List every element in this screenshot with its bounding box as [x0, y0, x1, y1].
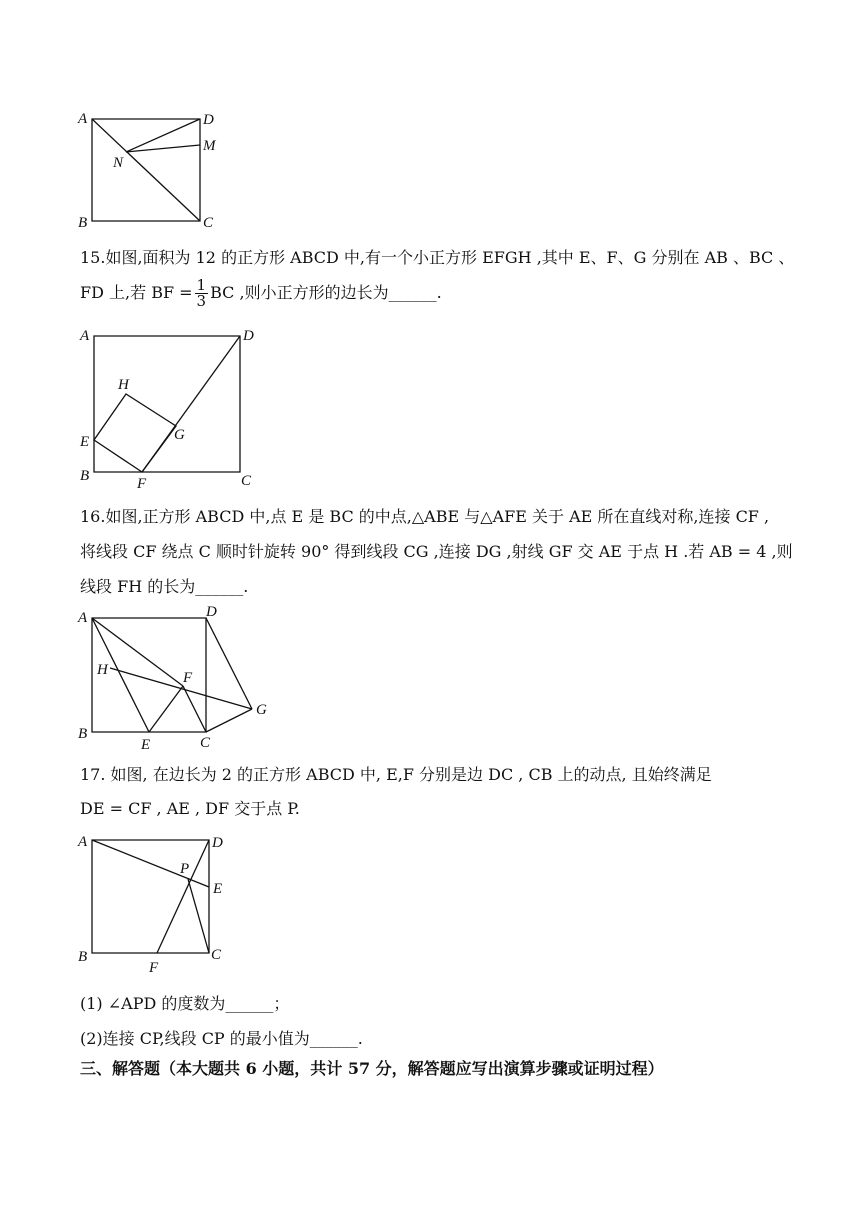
label-G: G	[174, 427, 185, 443]
label-D: D	[243, 328, 254, 344]
label-E: E	[141, 737, 151, 753]
label-G: G	[256, 702, 267, 718]
label-E: E	[213, 881, 223, 897]
q17-sub2: (2)连接 CP,线段 CP 的最小值为______.	[80, 1029, 363, 1048]
q17-line1: 17. 如图, 在边长为 2 的正方形 ABCD 中, E,F 分别是边 DC , CB 上的动点, 且始终满足	[80, 765, 712, 784]
label-A: A	[78, 610, 88, 626]
fraction-one-third	[195, 278, 209, 309]
q15-line1: 15.如图,面积为 12 的正方形 ABCD 中,有一个小正方形 EFGH ,其中 E、F、G 分别在 AB 、BC 、	[80, 248, 795, 267]
label-F: F	[183, 670, 193, 686]
q15-line2-post: BC ,则小正方形的边长为______.	[210, 283, 442, 302]
label-A: A	[78, 111, 88, 127]
label-H: H	[97, 662, 108, 678]
label-N: N	[113, 155, 124, 171]
label-D: D	[212, 835, 223, 851]
label-B: B	[80, 468, 90, 484]
label-D: D	[203, 112, 214, 128]
label-C: C	[200, 735, 211, 751]
label-F: F	[149, 960, 159, 976]
label-M: M	[203, 138, 216, 154]
label-H: H	[118, 377, 129, 393]
label-B: B	[78, 949, 88, 965]
label-B: B	[78, 215, 88, 231]
label-E: E	[80, 434, 90, 450]
section-3-heading: 三、解答题（本大题共 6 小题，共计 57 分，解答题应写出演算步骤或证明过程）	[80, 1059, 664, 1078]
figure-q14	[70, 105, 230, 235]
label-A: A	[78, 834, 88, 850]
label-B: B	[78, 726, 88, 742]
q16-line1: 16.如图,正方形 ABCD 中,点 E 是 BC 的中点,△ABE 与△AFE 关于 AE 所在直线对称,连接 CF ,	[80, 507, 770, 526]
label-C: C	[211, 947, 222, 963]
frac-denominator: 3	[196, 292, 207, 310]
q16-line2: 将线段 CF 绕点 C 顺时针旋转 90° 得到线段 CG ,连接 DG ,射线 GF 交 AE 于点 H .若 AB = 4 ,则	[80, 542, 793, 561]
figure-q16	[70, 604, 280, 754]
label-A: A	[80, 328, 90, 344]
q17-sub1: (1) ∠APD 的度数为______；	[80, 994, 290, 1013]
label-C: C	[241, 473, 252, 489]
q15-line2-pre: FD 上,若 BF =	[80, 283, 193, 302]
figure-q17	[70, 828, 240, 978]
label-P: P	[180, 861, 190, 877]
label-F: F	[137, 476, 147, 492]
q16-line3: 线段 FH 的长为______.	[80, 577, 249, 596]
label-C: C	[203, 215, 214, 231]
frac-numerator: 1	[196, 276, 207, 294]
q15-line2	[80, 276, 785, 310]
figure-q15	[70, 322, 270, 492]
label-D: D	[206, 604, 217, 620]
q17-line2: DE = CF , AE , DF 交于点 P.	[80, 799, 300, 818]
